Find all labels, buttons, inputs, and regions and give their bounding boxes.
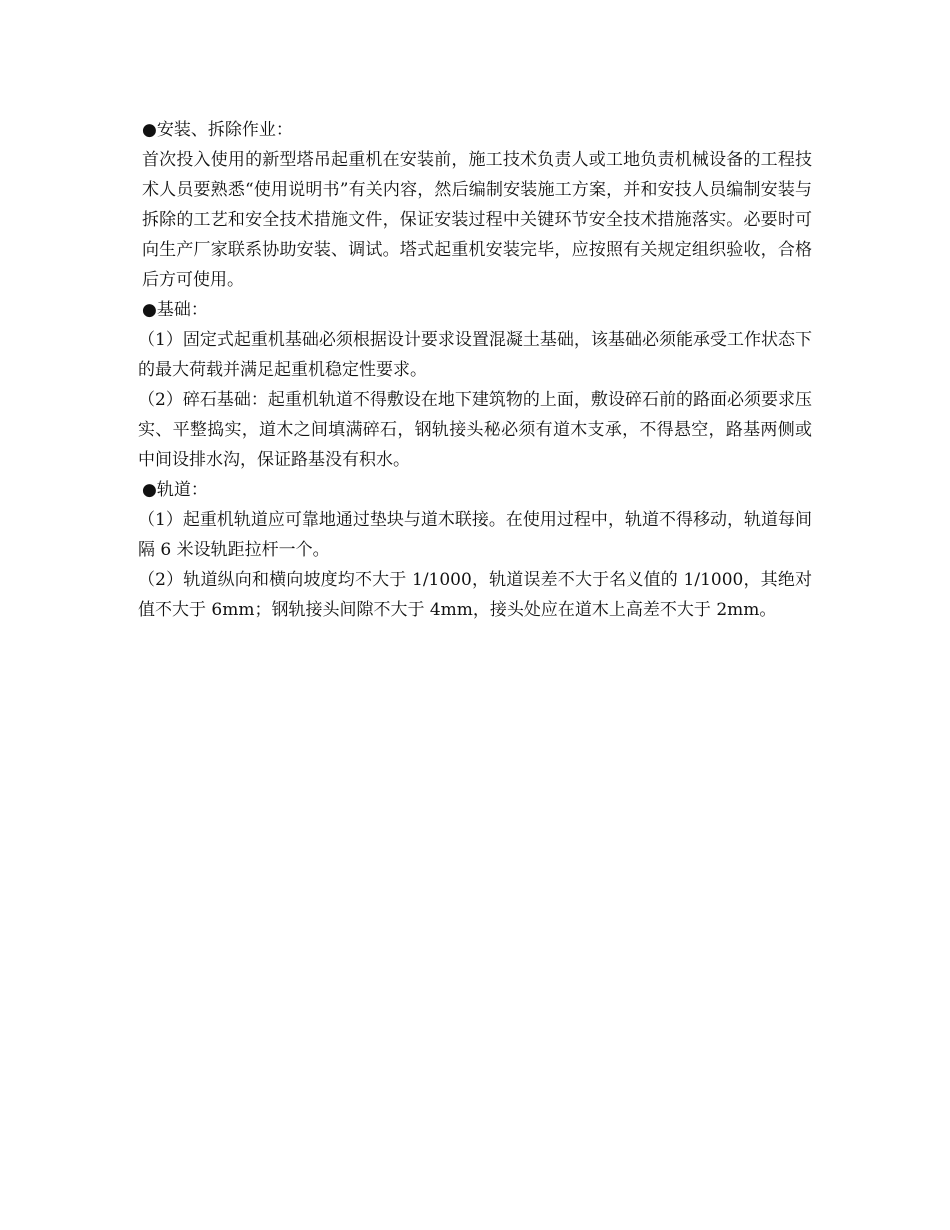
installation-paragraph: 首次投入使用的新型塔吊起重机在安装前，施工技术负责人或工地负责机械设备的工程技术人员要熟悉“使用说明书”有关内容，然后编制安装施工方案，并和安技人员编制安装与拆除的工艺和安全技术措施文件，保证安装过程中关键环节安全技术措施落实。必要时可向生产厂家联系协助安装、调试。塔式起重机安装完毕，应按照有关规定组织验收，合格后方可使用。 [142,150,812,290]
section-heading-track: ●轨道： [142,480,208,500]
track-item-1: （1）起重机轨道应可靠地通过垫块与道木联接。在使用过程中，轨道不得移动，轨道每间隔 6 米设轨距拉杆一个。 [138,510,812,560]
foundation-item-2: （2）碎石基础：起重机轨道不得敷设在地下建筑物的上面，敷设碎石前的路面必须要求压实、平整捣实，道木之间填满碎石，钢轨接头秘必须有道木支承，不得悬空，路基两侧或中间设排水沟，保证路基没有积水。 [138,390,812,470]
section-heading-foundation: ●基础： [142,300,208,320]
section-heading-installation: ●安装、拆除作业： [142,120,293,140]
track-item-2: （2）轨道纵向和横向坡度均不大于 1/1000，轨道误差不大于名义值的 1/1000，其绝对值不大于 6mm；钢轨接头间隙不大于 4mm，接头处应在道木上高差不大于 2mm。 [138,570,812,620]
document-body [138,115,812,625]
foundation-item-1: （1）固定式起重机基础必须根据设计要求设置混凝土基础，该基础必须能承受工作状态下的最大荷载并满足起重机稳定性要求。 [138,330,812,380]
